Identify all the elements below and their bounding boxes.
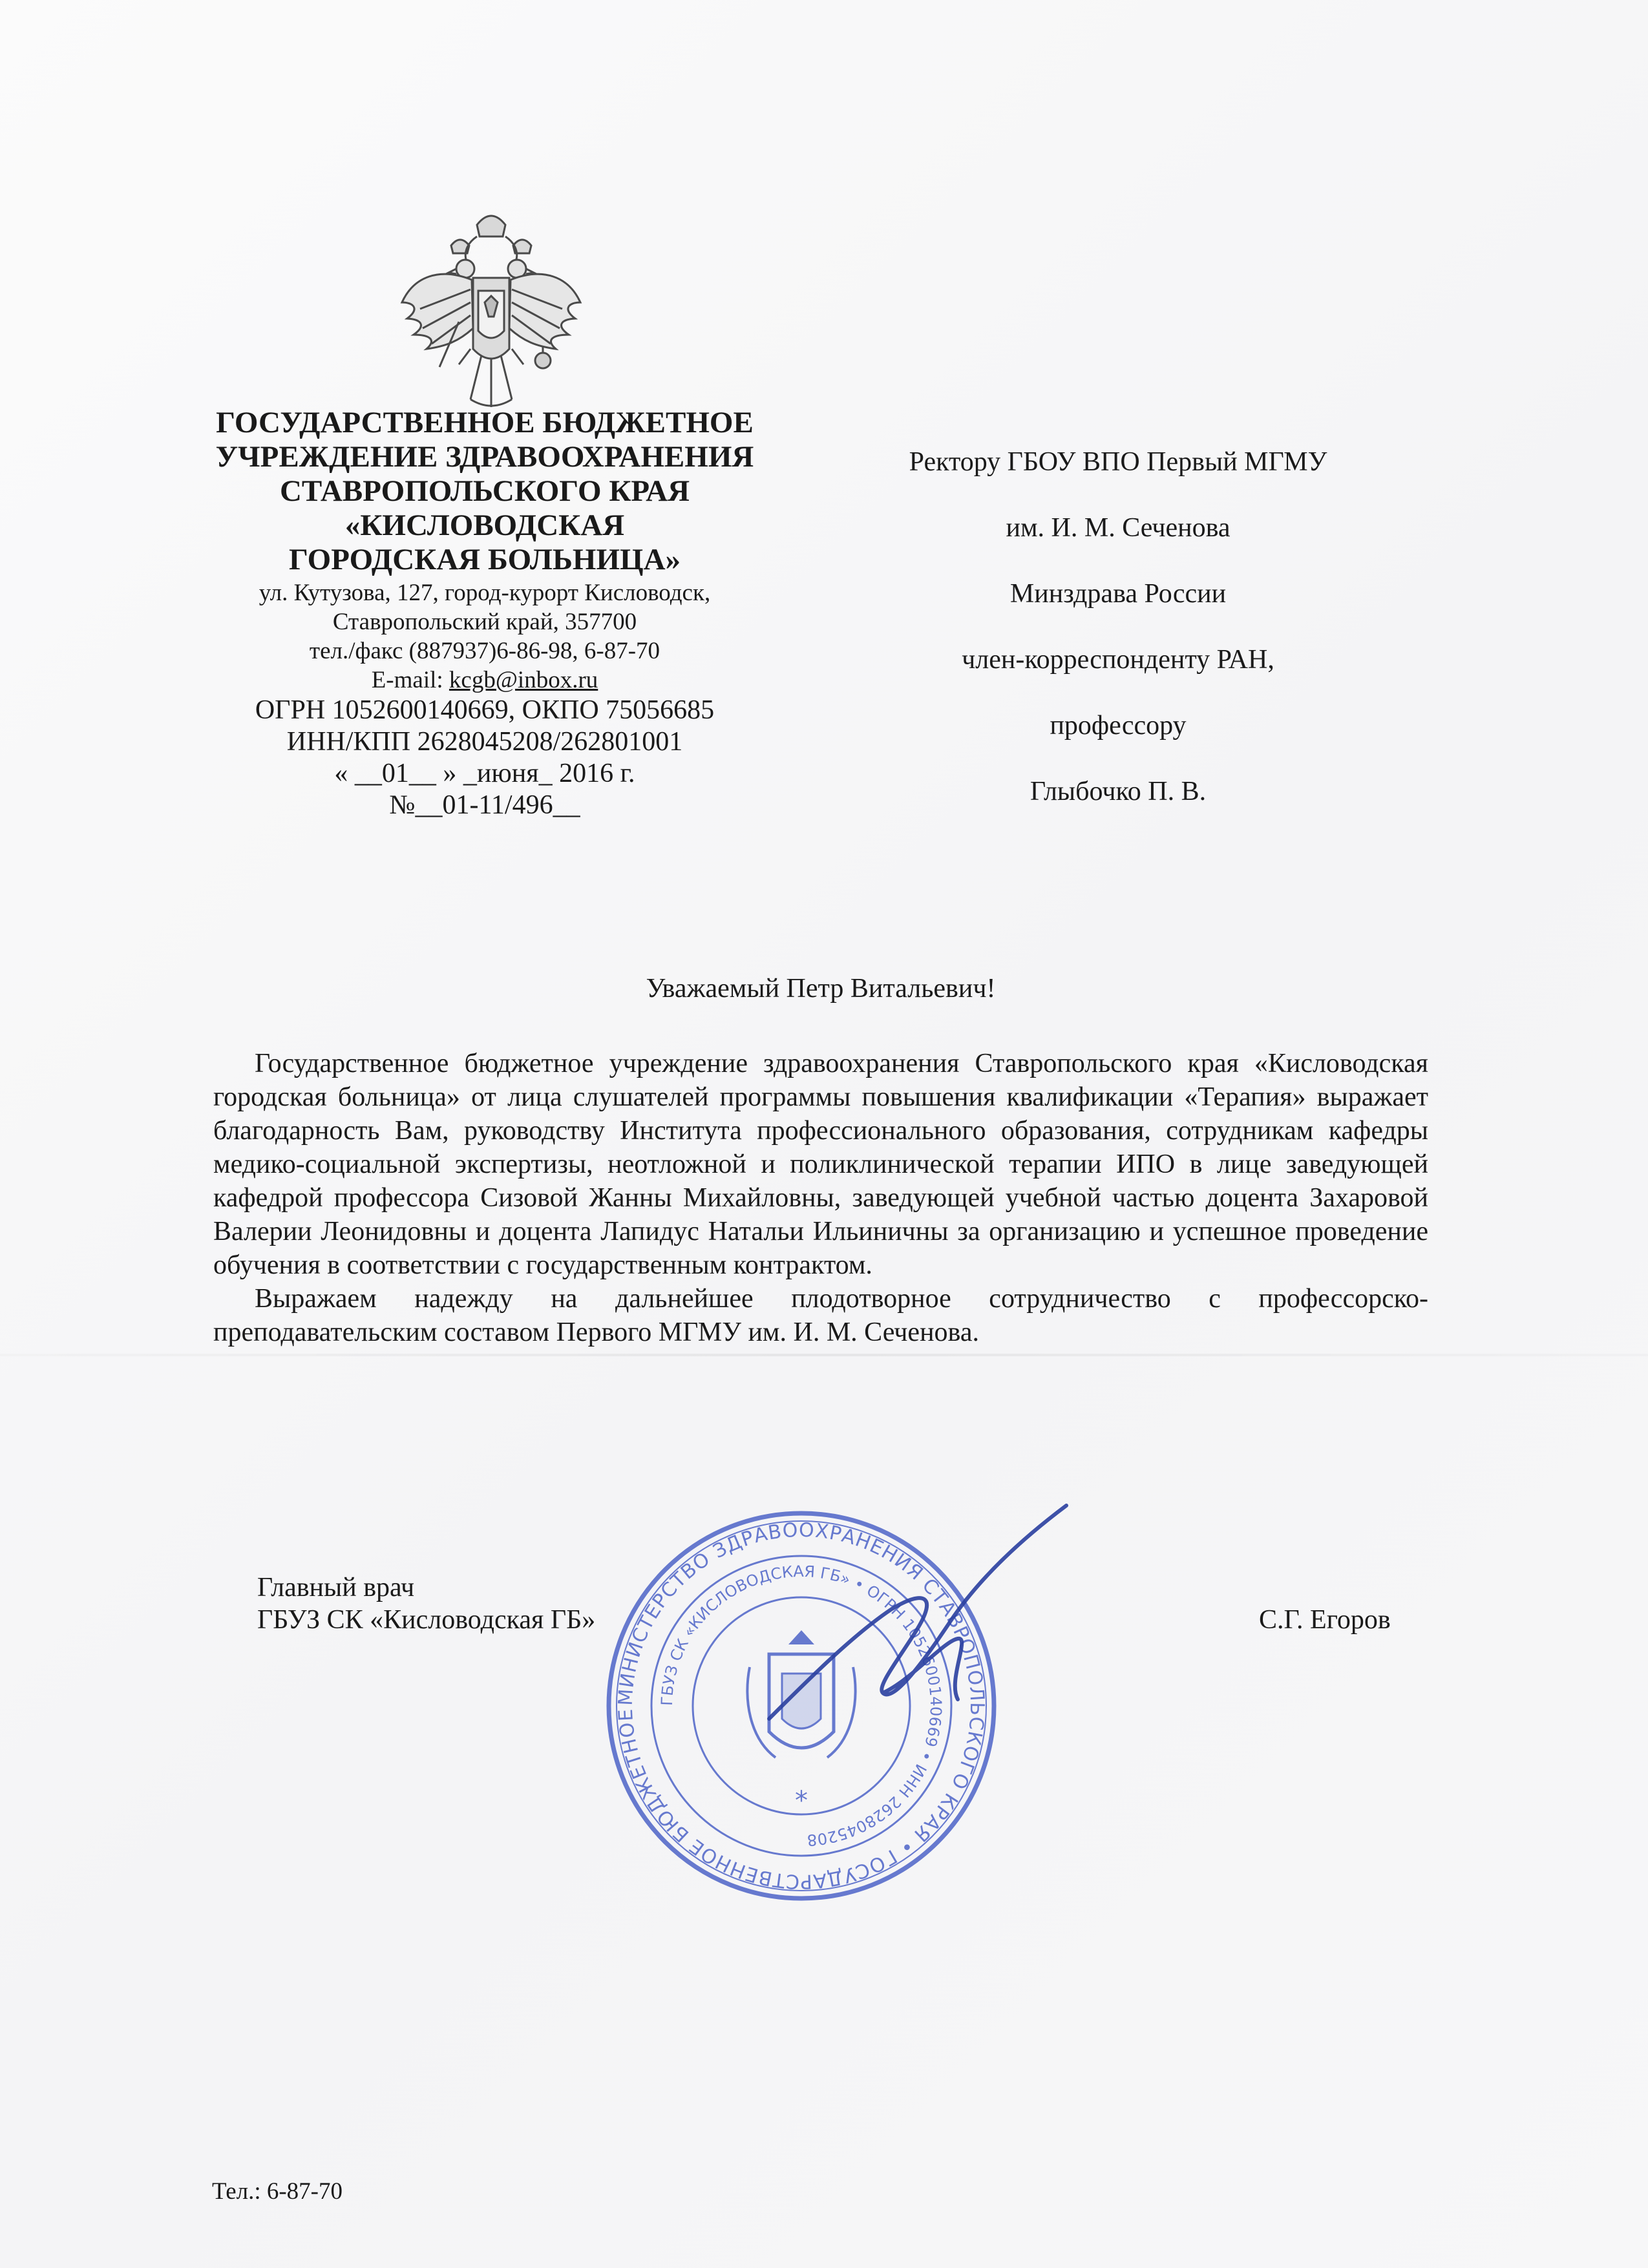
- organization-name: [162, 406, 808, 577]
- registration-details: [162, 695, 808, 821]
- addressee-block: [814, 446, 1422, 841]
- signatory-title: [257, 1571, 595, 1636]
- ogrn-okpo-line: ОГРН 1052600140669, ОКПО 75056685: [255, 695, 715, 725]
- signatory-position: Главный врач: [257, 1573, 415, 1602]
- handwritten-signature-icon: [730, 1486, 1131, 1758]
- footer-phone: Тел.: 6-87-70: [212, 2178, 343, 2205]
- org-name-line: УЧРЕЖДЕНИЕ ЗДРАВООХРАНЕНИЯ: [215, 440, 754, 474]
- letter-number: №__01-11/496__: [389, 790, 580, 820]
- addressee-line: член-корреспонденту РАН,: [962, 645, 1274, 675]
- address-line: Ставропольский край, 357700: [332, 609, 637, 635]
- organization-address: [162, 578, 808, 695]
- addressee-line: профессору: [1050, 711, 1187, 740]
- stamp-inner-text: ГБУЗ СК «КИСЛОВОДСКАЯ ГБ» • ОГРН 1052600140669 • ИНН 2628045208: [657, 1562, 945, 1849]
- org-name-line: ГОСУДАРСТВЕННОЕ БЮДЖЕТНОЕ: [216, 406, 754, 439]
- addressee-line: Минздрава России: [1009, 579, 1227, 609]
- coat-of-arms-icon: [394, 205, 588, 419]
- email-line: [162, 666, 808, 695]
- org-name-line: СТАВРОПОЛЬСКОГО КРАЯ: [279, 474, 690, 508]
- signatory-organization: ГБУЗ СК «Кисловодская ГБ»: [257, 1605, 596, 1635]
- paper-fold-crease: [0, 1354, 1648, 1356]
- signatory-name: С.Г. Егоров: [1259, 1605, 1391, 1635]
- body-paragraph: Государственное бюджетное учреждение здравоохранения Ставропольского края «Кисловодская городская больница» от лица слушателей программы повышения квалификации «Терапия» выражает благодарность Вам, руководству Института профессионального образования, сотрудникам кафедры медико-социальной экспертизы, неотложной и поликлинической терапии ИПО в лице заведующей кафедрой профессора Сизовой Жанны Михайловны, заведующей учебной частью доцента Захаровой Валерии Леонидовны и доцента Лапидус Натальи Ильиничны за организацию и успешное проведение обучения в соответствии с государственным контрактом.: [213, 1049, 1428, 1280]
- inn-kpp-line: ИНН/КПП 2628045208/262801001: [286, 727, 683, 757]
- body-paragraph: Выражаем надежду на дальнейшее плодотворное сотрудничество с профессорско-преподавательским составом Первого МГМУ им. И. М. Сеченова.: [213, 1284, 1428, 1347]
- email-label: E-mail:: [371, 667, 449, 693]
- addressee-line: Ректору ГБОУ ВПО Первый МГМУ: [909, 447, 1327, 477]
- svg-text:*: *: [795, 1786, 808, 1816]
- email-link[interactable]: kcgb@inbox.ru: [449, 667, 598, 693]
- org-name-line: «КИСЛОВОДСКАЯ: [344, 509, 625, 542]
- phone-fax-line: тел./факс (887937)6-86-98, 6-87-70: [309, 638, 660, 664]
- org-name-line: ГОРОДСКАЯ БОЛЬНИЦА»: [288, 543, 681, 576]
- stamp-outer-text: МИНИСТЕРСТВО ЗДРАВООХРАНЕНИЯ СТАВРОПОЛЬСКОГО КРАЯ • ГОСУДАРСТВЕННОЕ БЮДЖЕТНОЕ: [614, 1518, 989, 1893]
- letter-date: « __01__ » _июня_ 2016 г.: [334, 759, 635, 788]
- organization-header: [162, 406, 808, 821]
- addressee-line: Глыбочко П. В.: [1030, 777, 1207, 806]
- letter-greeting: Уважаемый Петр Витальевич!: [646, 974, 996, 1003]
- addressee-line: им. И. М. Сеченова: [1006, 513, 1231, 543]
- address-line: ул. Кутузова, 127, город-курорт Кисловодск,: [259, 580, 711, 606]
- letter-body: [213, 1047, 1428, 1349]
